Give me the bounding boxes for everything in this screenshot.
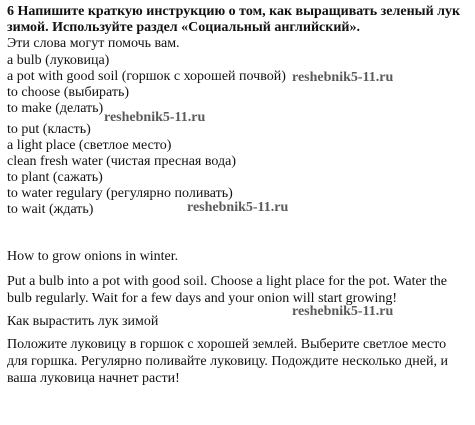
vocab-item: to water regulary (регулярно поливать) [7, 186, 233, 201]
task-heading-line-2: зимой. Используйте раздел «Социальный английский». [7, 20, 360, 35]
vocab-item: to make (делать) [7, 101, 104, 116]
vocab-item: to wait (ждать) [7, 202, 94, 217]
vocab-item: a light place (светлое место) [7, 138, 172, 153]
english-body: Put a bulb into a pot with good soil. Choose a light place for the pot. Water the bulb regularly. Wait for a few days and your onion will start growing! [7, 274, 447, 306]
russian-title: Как вырастить лук зимой [7, 314, 159, 329]
english-title: How to grow onions in winter. [7, 249, 179, 264]
vocab-item: a pot with good soil (горшок с хорошей почвой) [7, 69, 286, 84]
watermark: reshebnik5-11.ru [187, 200, 289, 215]
vocab-item: clean fresh water (чистая пресная вода) [7, 154, 236, 169]
vocab-item: to choose (выбирать) [7, 85, 130, 100]
watermark: reshebnik5-11.ru [292, 304, 394, 319]
vocab-item: to put (класть) [7, 122, 91, 137]
watermark: reshebnik5-11.ru [292, 70, 394, 85]
task-heading-line-1: 6 Напишите краткую инструкцию о том, как выращивать зеленый лук [7, 4, 461, 19]
vocab-item: to plant (сажать) [7, 170, 103, 185]
watermark: reshebnik5-11.ru [104, 110, 206, 125]
russian-body: Положите луковицу в горшок с хорошей землей. Выберите светлое место для горшка. Регулярно поливайте луковицу. Подождите несколько дней, и ваша луковица начнет расти! [7, 337, 448, 386]
vocab-item: a bulb (луковица) [7, 53, 110, 68]
intro-text: Эти слова могут помочь вам. [7, 36, 180, 51]
